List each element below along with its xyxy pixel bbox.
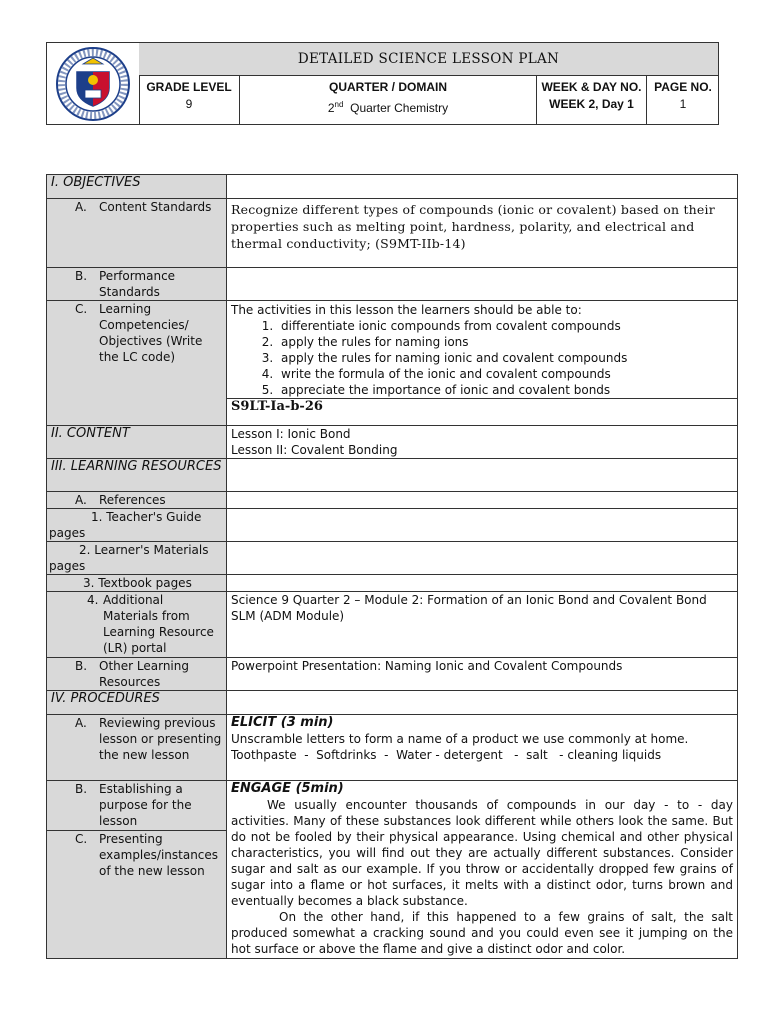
page-number-value: 1 <box>679 97 687 111</box>
grade-level-value: 9 <box>185 97 193 111</box>
quarter-domain-cell <box>240 75 537 124</box>
engage-title: ENGAGE (5min) <box>231 781 344 796</box>
content-standards-letter: A. <box>75 200 87 214</box>
grade-level-cell <box>139 75 240 124</box>
procedures-row <box>47 691 738 715</box>
quarter-domain-value <box>240 96 536 117</box>
week-day-value: WEEK 2, Day 1 <box>549 97 634 111</box>
teachers-guide-row <box>47 509 738 542</box>
other-resources-row <box>47 658 738 691</box>
document-title: DETAILED SCIENCE LESSON PLAN <box>139 43 718 76</box>
references-label: References <box>99 493 166 507</box>
learners-materials-row <box>47 542 738 575</box>
engage-paragraph-one: We usually encounter thousands of compounds in our day - to - day activities. Many of these substances look different while others look the same. But do not be fooled by their physical appearance. Using chemical and other physical characteristics, you will find out they are actually different substances. Consider sugar and salt as our example. If you throw or accidentally dropped few grains of sugar into a flame or hot surfaces, it melts with a distinct odor, turns brown and eventually becomes a black substance. <box>231 798 733 908</box>
lesson-two: Lesson II: Covalent Bonding <box>231 443 398 457</box>
learning-resources-heading: III. LEARNING RESOURCES <box>47 459 227 492</box>
textbook-row <box>47 575 738 592</box>
grade-level-label: GRADE LEVEL <box>146 80 232 94</box>
list-item: 4. write the formula of the ionic and covalent compounds <box>277 366 733 382</box>
establishing-label: Establishing a purpose for the lesson <box>99 782 192 828</box>
objectives-heading: I. OBJECTIVES <box>47 175 227 199</box>
content-heading: II. CONTENT <box>47 426 227 459</box>
week-day-label: WEEK & DAY NO. <box>541 80 642 94</box>
elicit-instruction: Unscramble letters to form a name of a product we use commonly at home. <box>231 732 689 746</box>
learning-resources-row <box>47 459 738 492</box>
quarter-domain-label: QUARTER / DOMAIN <box>329 80 447 94</box>
deped-seal-icon <box>55 46 131 122</box>
week-day-cell <box>537 75 647 124</box>
elicit-words: Toothpaste - Softdrinks - Water - detergent - salt - cleaning liquids <box>231 748 662 762</box>
content-standards-label: Content Standards <box>99 200 212 214</box>
other-resources-label: Other Learning Resources <box>99 659 189 689</box>
additional-materials-number: 4. <box>87 593 99 607</box>
presenting-label: Presenting examples/instances of the new lesson <box>99 832 219 878</box>
other-resources-letter: B. <box>75 659 88 673</box>
performance-standards-label: Performance Standards <box>99 269 176 299</box>
teachers-guide-label: 1. Teacher's Guide pages <box>47 509 227 542</box>
lesson-plan-header <box>46 42 719 125</box>
page-number-cell <box>647 75 719 124</box>
objectives-row <box>47 175 738 199</box>
learning-competencies-intro: The activities in this lesson the learners should be able to: <box>231 303 582 317</box>
quarter-number: 2 <box>327 101 335 115</box>
references-row <box>47 492 738 509</box>
list-item: 1. differentiate ionic compounds from covalent compounds <box>277 318 733 334</box>
performance-standards-row <box>47 268 738 301</box>
establishing-letter: B. <box>75 782 88 796</box>
other-resources-text: Powerpoint Presentation: Naming Ionic and Covalent Compounds <box>227 658 738 691</box>
lesson-plan-table <box>46 174 738 959</box>
references-letter: A. <box>75 493 87 507</box>
additional-materials-row <box>47 592 738 658</box>
learners-materials-label: 2. Learner's Materials pages <box>47 542 227 575</box>
additional-materials-label: Additional Materials from Learning Resource (LR) portal <box>103 593 214 655</box>
lesson-one: Lesson I: Ionic Bond <box>231 427 351 441</box>
list-item: 5. appreciate the importance of ionic and covalent bonds <box>277 382 733 398</box>
quarter-domain-text: Quarter Chemistry <box>350 101 449 115</box>
procedures-heading: IV. PROCEDURES <box>47 691 227 715</box>
engage-paragraph-two: On the other hand, if this happened to a few grains of salt, the salt produced somewhat a cracking sound and you could even see it jumping on the hot surface or above the flame and give a distinct odor and color. <box>231 910 733 956</box>
reviewing-row <box>47 715 738 781</box>
additional-materials-text: Science 9 Quarter 2 – Module 2: Formation of an Ionic Bond and Covalent Bond SLM (ADM Module) <box>227 592 738 658</box>
learning-competencies-list <box>231 318 733 398</box>
learning-competencies-label: Learning Competencies/ Objectives (Write the LC code) <box>99 302 203 364</box>
lc-code: S9LT-Ia-b-26 <box>227 399 738 426</box>
reviewing-label: Reviewing previous lesson or presenting the new lesson <box>99 716 222 762</box>
performance-standards-letter: B. <box>75 269 88 283</box>
reviewing-letter: A. <box>75 716 87 730</box>
elicit-title: ELICIT (3 min) <box>231 715 334 730</box>
establishing-row <box>47 781 738 831</box>
learning-competencies-row <box>47 301 738 399</box>
quarter-suffix: nd <box>334 100 344 109</box>
logo-cell <box>47 43 140 124</box>
content-row <box>47 426 738 459</box>
content-standards-text: Recognize different types of compounds (ionic or covalent) based on their properties such as melting point, hardness, polarity, and electrical and thermal conductivity; (S9MT-IIb-14) <box>227 199 738 268</box>
textbook-label: 3. Textbook pages <box>47 575 227 592</box>
page-number-label: PAGE NO. <box>654 80 712 94</box>
list-item: 2. apply the rules for naming ions <box>277 334 733 350</box>
learning-competencies-letter: C. <box>75 302 88 316</box>
list-item: 3. apply the rules for naming ionic and covalent compounds <box>277 350 733 366</box>
presenting-letter: C. <box>75 832 88 846</box>
content-standards-row <box>47 199 738 268</box>
